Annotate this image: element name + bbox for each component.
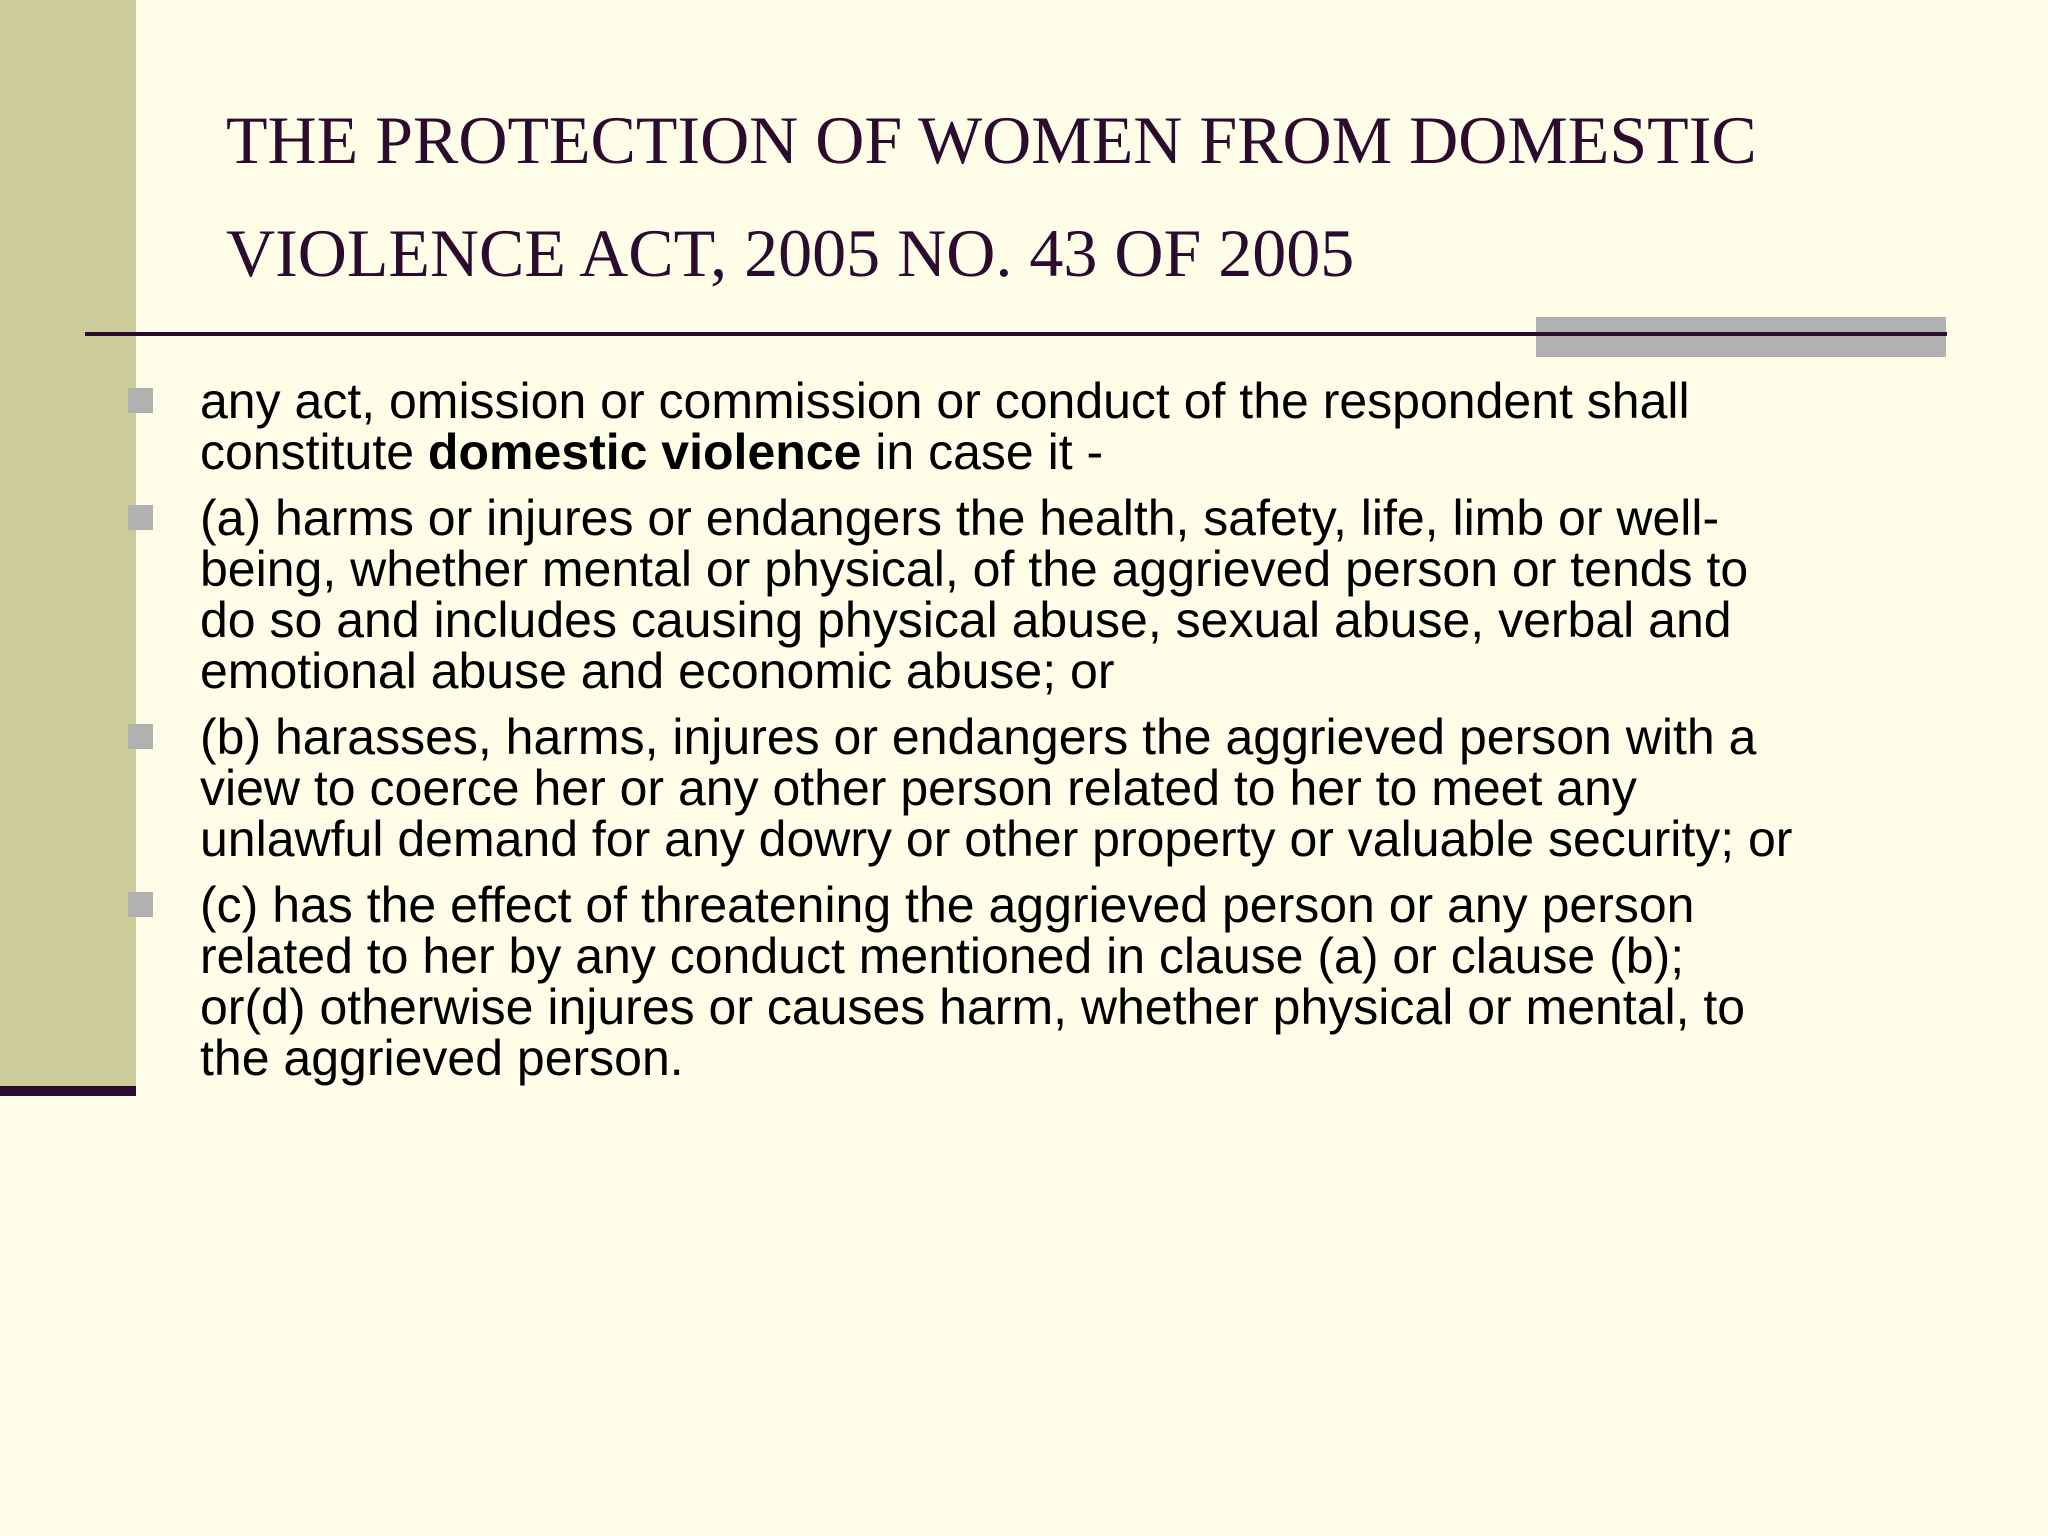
bullet-item (0, 709, 2048, 867)
bullet-line: related to her by any conduct mentioned in clause (a) or clause (b); (200, 928, 1685, 984)
square-bullet-icon (128, 505, 153, 530)
bullet-line: emotional abuse and economic abuse; or (200, 643, 1115, 699)
bullet-line (200, 424, 2048, 480)
bullet-text: constitute (200, 424, 428, 480)
bullet-line: (c) has the effect of threatening the aggrieved person or any person (200, 877, 1695, 933)
slide-title-line-1: THE PROTECTION OF WOMEN FROM DOMESTIC (226, 102, 1757, 178)
bullet-line: unlawful demand for any dowry or other property or valuable security; or (200, 811, 1793, 867)
slide-title (226, 84, 1926, 310)
bullet-text: in case it - (861, 424, 1104, 480)
bullet-item (0, 490, 2048, 699)
square-bullet-icon (128, 892, 153, 917)
title-rule-accent (1536, 317, 1946, 357)
bullet-line: or(d) otherwise injures or causes harm, whether physical or mental, to (200, 979, 1746, 1035)
square-bullet-icon (128, 724, 153, 749)
bullet-line: view to coerce her or any other person related to her to meet any (200, 760, 1637, 816)
bullet-line: do so and includes causing physical abuse, sexual abuse, verbal and (200, 592, 1732, 648)
bullet-line: the aggrieved person. (200, 1030, 684, 1086)
square-bullet-icon (128, 388, 153, 413)
bullet-line: being, whether mental or physical, of the aggrieved person or tends to (200, 541, 1749, 597)
bullet-bold-term: domestic violence (427, 424, 862, 480)
bullet-list (0, 373, 2048, 1099)
bullet-line: (a) harms or injures or endangers the health, safety, life, limb or well- (200, 490, 1720, 546)
bullet-item (0, 373, 2048, 480)
bullet-line: (b) harasses, harms, injures or endangers the aggrieved person with a (200, 709, 1757, 765)
bullet-line: any act, omission or commission or conduct of the respondent shall (200, 373, 1690, 429)
slide-title-line-2: VIOLENCE ACT, 2005 NO. 43 OF 2005 (226, 215, 1355, 291)
title-divider-rule (85, 332, 1947, 336)
bullet-item (0, 877, 2048, 1086)
